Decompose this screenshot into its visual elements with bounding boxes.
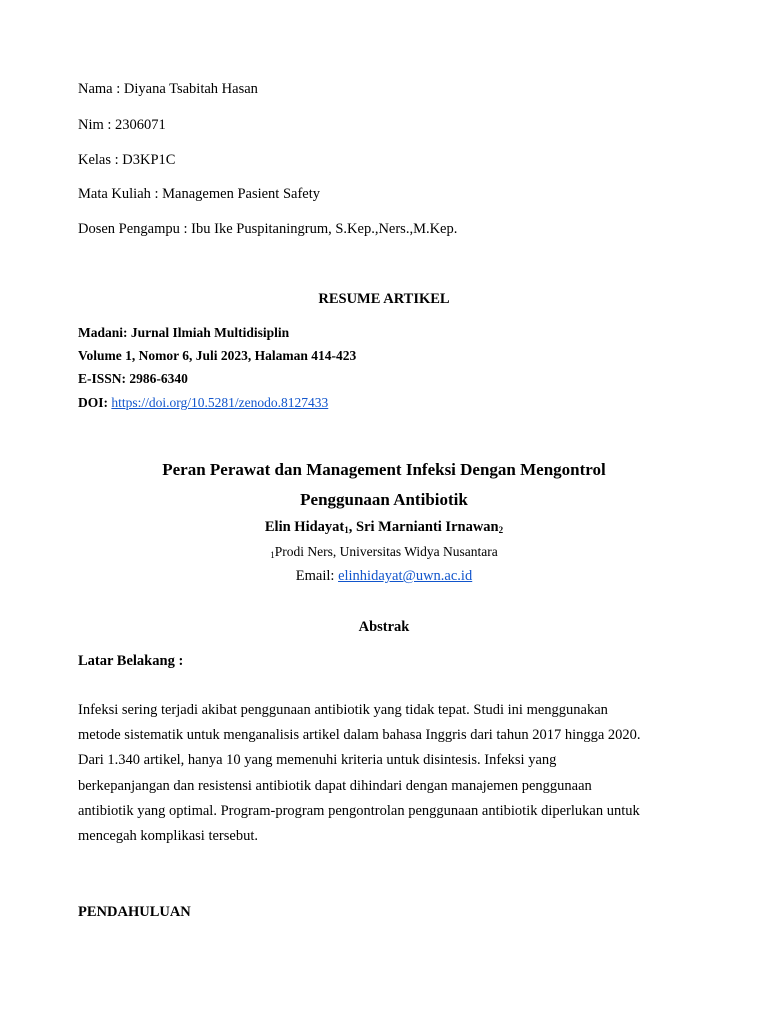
introduction-heading: PENDAHULUAN bbox=[78, 904, 191, 920]
affiliation-index: 1 bbox=[270, 550, 275, 560]
abstract-line: antibiotik yang optimal. Program-program pengontrolan penggunaan antibiotik diperlukan untuk bbox=[78, 802, 640, 819]
abstract-line: mencegah komplikasi tersebut. bbox=[78, 828, 258, 845]
abstract-heading: Abstrak bbox=[358, 619, 410, 635]
lecturer-name: Dosen Pengampu : Ibu Ike Puspitaningrum, S.Kep.,Ners.,M.Kep. bbox=[78, 221, 458, 237]
abstract-line: Dari 1.340 artikel, hanya 10 yang memenuhi kriteria untuk disintesis. Infeksi yang bbox=[78, 752, 557, 769]
resume-heading: RESUME ARTIKEL bbox=[318, 291, 450, 307]
article-title-line2: Penggunaan Antibiotik bbox=[300, 490, 468, 509]
abstract-paragraph bbox=[78, 698, 690, 849]
student-name: Nama : Diyana Tsabitah Hasan bbox=[78, 81, 258, 97]
journal-volume: Volume 1, Nomor 6, Juli 2023, Halaman 414-423 bbox=[78, 348, 357, 363]
abstract-line: metode sistematik untuk menganalisis artikel dalam bahasa Inggris dari tahun 2017 hingga 2020. bbox=[78, 727, 641, 744]
abstract-line: Infeksi sering terjadi akibat penggunaan antibiotik yang tidak tepat. Studi ini menggunakan bbox=[78, 702, 608, 718]
article-affiliation bbox=[0, 542, 768, 565]
article-email bbox=[0, 566, 768, 586]
author-2: , Sri Marnianti Irnawan bbox=[348, 519, 499, 535]
student-nim: Nim : 2306071 bbox=[78, 117, 166, 133]
background-subheading: Latar Belakang : bbox=[78, 653, 184, 669]
abstract-line: berkepanjangan dan resistensi antibiotik dapat dihindari dengan manajemen penggunaan bbox=[78, 777, 592, 794]
email-label: Email: bbox=[295, 568, 339, 584]
journal-name: Madani: Jurnal Ilmiah Multidisiplin bbox=[78, 325, 290, 340]
course-name: Mata Kuliah : Managemen Pasient Safety bbox=[78, 186, 321, 202]
author-1: Elin Hidayat bbox=[264, 519, 345, 535]
author-2-index: 2 bbox=[498, 525, 504, 535]
affiliation-text: Prodi Ners, Universitas Widya Nusantara bbox=[274, 544, 498, 559]
email-link[interactable]: elinhidayat@uwn.ac.id bbox=[338, 568, 473, 584]
journal-eissn: E-ISSN: 2986-6340 bbox=[78, 371, 188, 386]
doi-link[interactable]: https://doi.org/10.5281/zenodo.8127433 bbox=[111, 395, 329, 410]
journal-doi bbox=[78, 394, 328, 412]
article-title-line1: Peran Perawat dan Management Infeksi Dengan Mengontrol bbox=[162, 460, 606, 479]
doi-label: DOI: bbox=[78, 395, 108, 410]
author-1-index: 1 bbox=[344, 525, 349, 535]
student-class: Kelas : D3KP1C bbox=[78, 152, 176, 168]
article-authors bbox=[0, 517, 768, 540]
